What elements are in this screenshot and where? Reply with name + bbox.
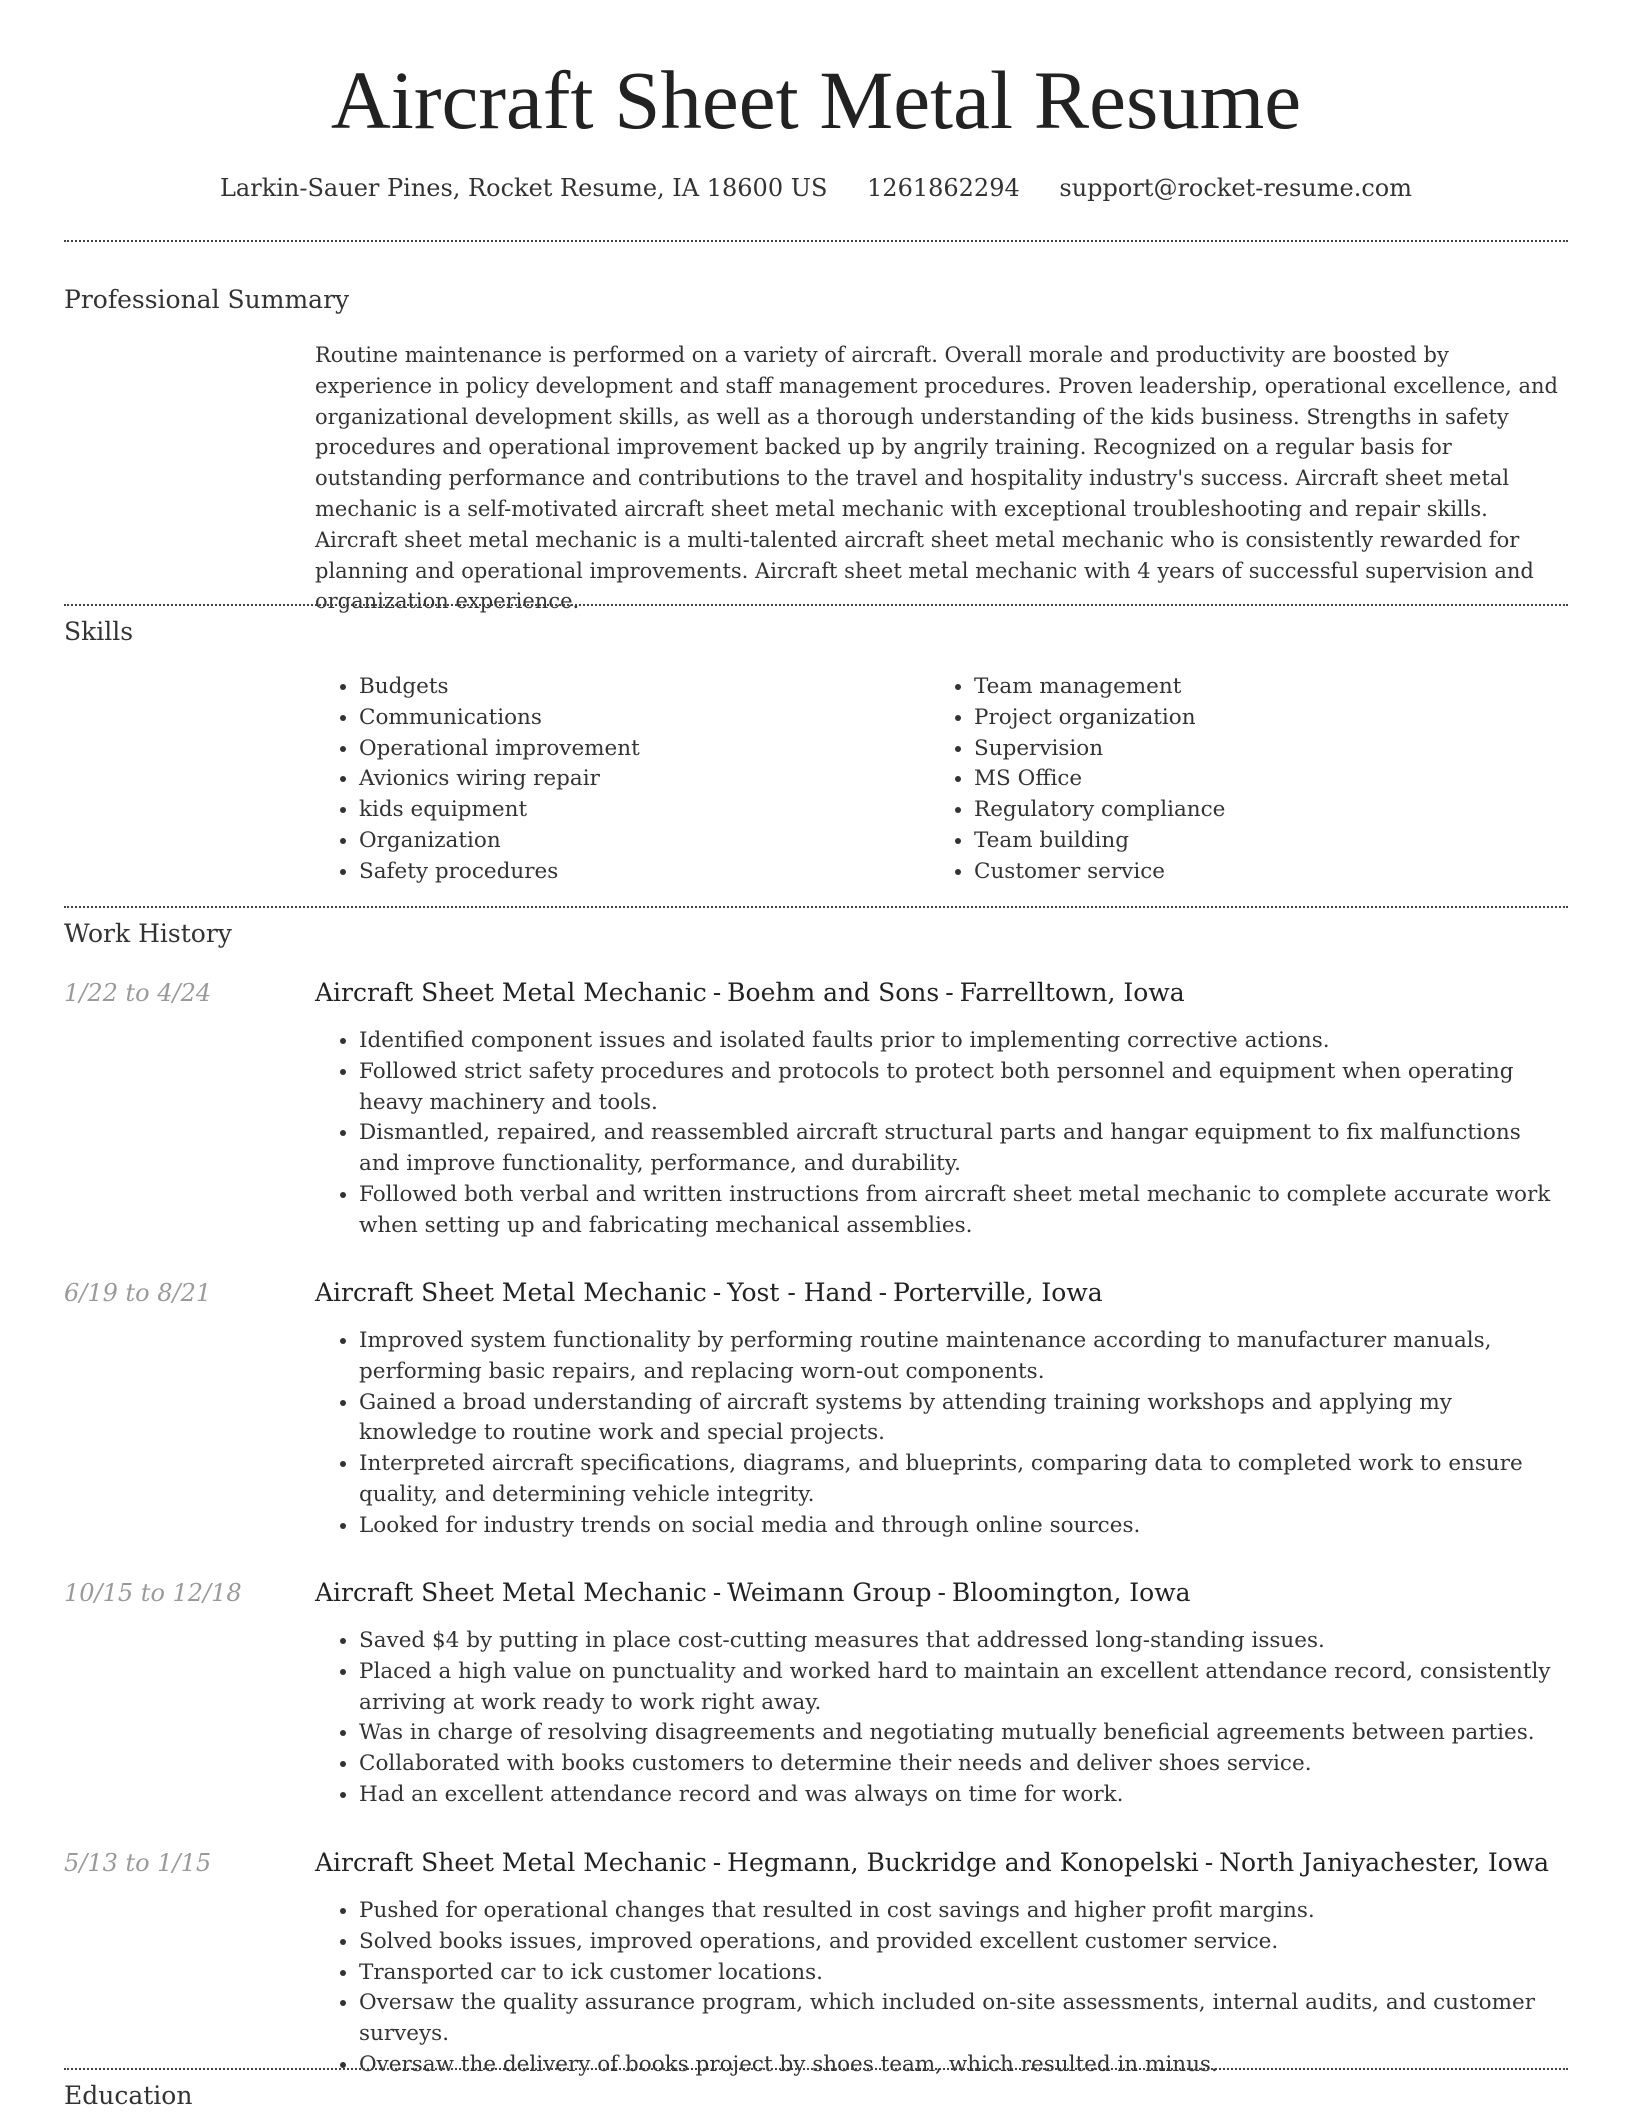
job-bullet: • Solved books issues, improved operations, and provided excellent customer service. bbox=[359, 1927, 1565, 1958]
job-title: Aircraft Sheet Metal Mechanic bbox=[315, 1278, 707, 1307]
job-location: North Janiyachester, Iowa bbox=[1219, 1848, 1550, 1877]
job-heading: Aircraft Sheet Metal Mechanic - Yost - Hand - Porterville, Iowa bbox=[315, 1278, 1103, 1307]
job-location: Bloomington, Iowa bbox=[951, 1578, 1191, 1607]
job-bullets bbox=[315, 1896, 1565, 2081]
job-bullet: • Looked for industry trends on social media and through online sources. bbox=[359, 1511, 1565, 1542]
resume-title: Aircraft Sheet Metal Resume bbox=[330, 54, 1302, 146]
job-bullets bbox=[315, 1026, 1565, 1242]
contact-email: support@rocket-resume.com bbox=[1059, 174, 1412, 202]
skill-item: • Supervision bbox=[974, 734, 1574, 765]
skill-item: • Team building bbox=[974, 826, 1574, 857]
job-dates: 5/13 to 1/15 bbox=[64, 1849, 212, 1877]
skill-item: • Organization bbox=[359, 826, 919, 857]
job-bullet: • Interpreted aircraft specifications, diagrams, and blueprints, comparing data to completed work to ensure quality, and determining vehicle integrity. bbox=[359, 1449, 1565, 1511]
job-bullet: • Transported car to ick customer locations. bbox=[359, 1958, 1565, 1989]
skill-item: • Project organization bbox=[974, 703, 1574, 734]
job-bullet: • Oversaw the quality assurance program, which included on-site assessments, internal audits, and customer surveys. bbox=[359, 1988, 1565, 2050]
job-dates: 6/19 to 8/21 bbox=[64, 1279, 212, 1307]
skill-item: • MS Office bbox=[974, 764, 1574, 795]
job-bullet: • Followed strict safety procedures and protocols to protect both personnel and equipment when operating heavy machinery and tools. bbox=[359, 1057, 1565, 1119]
skill-item: • kids equipment bbox=[359, 795, 919, 826]
job-heading: Aircraft Sheet Metal Mechanic - Boehm and Sons - Farrelltown, Iowa bbox=[315, 978, 1185, 1007]
job-bullet: • Pushed for operational changes that resulted in cost savings and higher profit margins. bbox=[359, 1896, 1565, 1927]
divider bbox=[64, 240, 1568, 242]
skill-item: • Safety procedures bbox=[359, 857, 919, 888]
job-title: Aircraft Sheet Metal Mechanic bbox=[315, 1578, 707, 1607]
skills-list-right bbox=[930, 672, 1574, 888]
divider bbox=[64, 604, 1568, 606]
job-bullet: • Had an excellent attendance record and was always on time for work. bbox=[359, 1780, 1565, 1811]
job-location: Farrelltown, Iowa bbox=[959, 978, 1185, 1007]
contact-line bbox=[0, 168, 1632, 208]
job-bullet: • Oversaw the delivery of books project by shoes team, which resulted in minus. bbox=[359, 2050, 1565, 2081]
skill-item: • Customer service bbox=[974, 857, 1574, 888]
summary-text: Routine maintenance is performed on a variety of aircraft. Overall morale and productivity are boosted by experience in policy development and staff management procedures. Proven leadership, operational excellence, and organizational development skills, as well as a thorough understanding of the kids business. Strengths in safety procedures and operational improvement backed up by angrily training. Recognized on a regular basis for outstanding performance and contributions to the travel and hospitality industry's success. Aircraft sheet metal mechanic is a self-motivated aircraft sheet metal mechanic with exceptional troubleshooting and repair skills. Aircraft sheet metal mechanic is a multi-talented aircraft sheet metal mechanic who is consistently rewarded for planning and operational improvements. Aircraft sheet metal mechanic with 4 years of successful supervision and organization experience. bbox=[315, 343, 1558, 614]
job-bullet: • Identified component issues and isolated faults prior to implementing corrective actions. bbox=[359, 1026, 1565, 1057]
skill-item: • Avionics wiring repair bbox=[359, 764, 919, 795]
skills-list-left bbox=[315, 672, 919, 888]
skill-item: • Team management bbox=[974, 672, 1574, 703]
job-bullet: • Dismantled, repaired, and reassembled aircraft structural parts and hangar equipment to fix malfunctions and improve functionality, performance, and durability. bbox=[359, 1118, 1565, 1180]
job-company: Weimann Group bbox=[727, 1578, 932, 1607]
job-bullet: • Collaborated with books customers to determine their needs and deliver shoes service. bbox=[359, 1749, 1565, 1780]
job-bullet: • Was in charge of resolving disagreements and negotiating mutually beneficial agreements between parties. bbox=[359, 1718, 1565, 1749]
job-bullet: • Improved system functionality by performing routine maintenance according to manufacturer manuals, performing basic repairs, and replacing worn-out components. bbox=[359, 1326, 1565, 1388]
job-bullets bbox=[315, 1626, 1565, 1811]
job-bullet: • Placed a high value on punctuality and worked hard to maintain an excellent attendance record, consistently arriving at work ready to work right away. bbox=[359, 1657, 1565, 1719]
job-bullet: • Followed both verbal and written instructions from aircraft sheet metal mechanic to complete accurate work when setting up and fabricating mechanical assemblies. bbox=[359, 1180, 1565, 1242]
contact-phone: 1261862294 bbox=[867, 174, 1020, 202]
section-heading-education: Education bbox=[64, 2081, 193, 2110]
section-heading-work: Work History bbox=[64, 919, 232, 948]
job-title: Aircraft Sheet Metal Mechanic bbox=[315, 1848, 707, 1877]
job-location: Porterville, Iowa bbox=[893, 1278, 1103, 1307]
job-bullet: • Gained a broad understanding of aircraft systems by attending training workshops and applying my knowledge to routine work and special projects. bbox=[359, 1388, 1565, 1450]
divider bbox=[64, 906, 1568, 908]
job-company: Yost - Hand bbox=[727, 1278, 873, 1307]
skill-item: • Communications bbox=[359, 703, 919, 734]
section-heading-skills: Skills bbox=[64, 617, 134, 646]
skill-item: • Regulatory compliance bbox=[974, 795, 1574, 826]
section-heading-summary: Professional Summary bbox=[64, 285, 350, 314]
job-bullets bbox=[315, 1326, 1565, 1542]
job-company: Hegmann, Buckridge and Konopelski bbox=[727, 1848, 1199, 1877]
job-dates: 10/15 to 12/18 bbox=[64, 1579, 242, 1607]
job-dates: 1/22 to 4/24 bbox=[64, 979, 212, 1007]
job-company: Boehm and Sons bbox=[727, 978, 940, 1007]
divider bbox=[64, 2068, 1568, 2070]
job-title: Aircraft Sheet Metal Mechanic bbox=[315, 978, 707, 1007]
skill-item: • Budgets bbox=[359, 672, 919, 703]
skill-item: • Operational improvement bbox=[359, 734, 919, 765]
job-heading: Aircraft Sheet Metal Mechanic - Weimann Group - Bloomington, Iowa bbox=[315, 1578, 1191, 1607]
contact-address: Larkin-Sauer Pines, Rocket Resume, IA 18600 US bbox=[219, 174, 828, 202]
job-bullet: • Saved $4 by putting in place cost-cutting measures that addressed long-standing issues. bbox=[359, 1626, 1565, 1657]
job-heading: Aircraft Sheet Metal Mechanic - Hegmann, Buckridge and Konopelski - North Janiyachester, Iowa bbox=[315, 1848, 1550, 1877]
